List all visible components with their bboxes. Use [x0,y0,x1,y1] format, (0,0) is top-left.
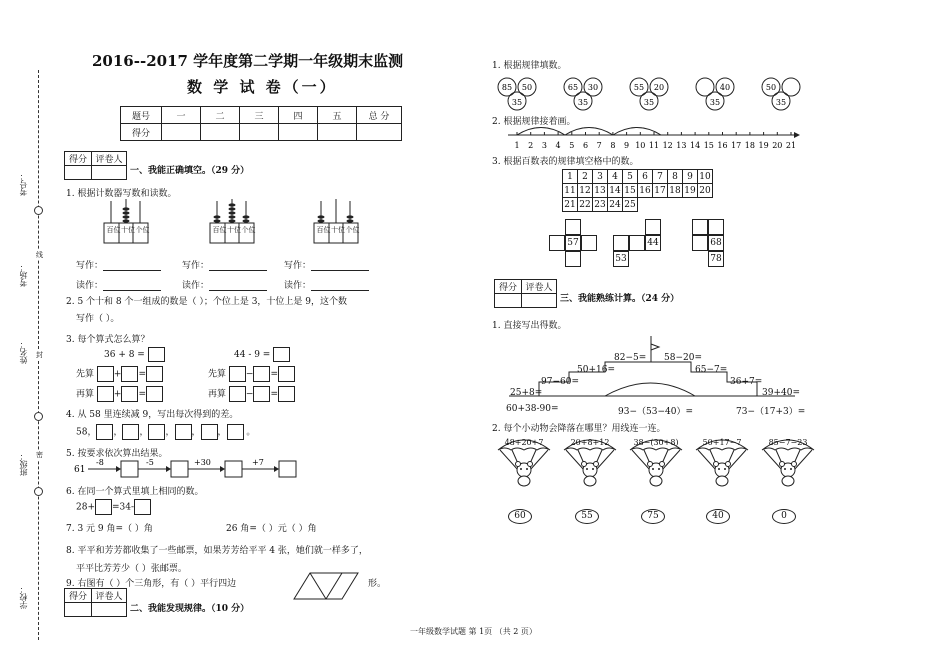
number-line-label: 13 [676,141,687,150]
margin-label-school: 学校： [19,585,28,609]
clover [564,78,602,110]
q1-3-expr-1: 36 + 8 = [104,347,165,362]
q2-3-text: 3. 根据百数表的规律填空格中的数。 [492,157,639,167]
score-table-header: 四 [279,107,318,124]
number-line-label: 7 [596,141,602,150]
abacus-3 [314,199,358,243]
place-label: 十位 [121,226,135,234]
write-label: 写作： [182,261,210,271]
margin-mark: 封 [36,351,43,359]
grader-label: 评卷人 [92,152,127,166]
score-cell[interactable] [357,124,402,141]
read-row-2 [182,278,267,291]
answer-box[interactable] [278,386,295,402]
number-line-label: 9 [624,141,630,150]
answer-box[interactable] [121,386,138,402]
target-oval[interactable]: 55 [575,509,599,524]
q1-2-text: 2. 5 个十和 8 个一组成的数是（ ）；个位上是 3，十位上是 9，这个数 [66,297,348,307]
svg-text:30: 30 [587,83,599,92]
svg-text:55: 55 [633,83,645,92]
grader-label: 得分 [495,280,522,294]
svg-text:35: 35 [775,98,787,107]
grader-label: 得分 [65,152,92,166]
binding-circle [34,206,43,215]
score-table [120,106,402,141]
q1-8-text-cont: 平平比芳芳少（ ）张邮票。 [76,564,187,574]
score-table-header: 一 [162,107,201,124]
place-label: 个位 [135,226,150,234]
parachute-expr: 48+20+7 [504,438,544,447]
q1-7b-text: 26 角=（ ）元（ ）角 [226,524,317,534]
chain-op: -8 [96,458,104,467]
q2-2-text: 2. 根据规律接着画。 [492,117,576,127]
answer-box[interactable] [97,366,114,382]
score-cell[interactable] [318,124,357,141]
q1-3-expr-2: 44 - 9 = [234,347,290,362]
margin-label-name: 姓名： [19,340,28,364]
stair-expr: 25+8= [510,388,543,398]
parachute-expr: 50+17−7 [702,438,742,447]
section-2-title: 二、我能发现规律。（10 分） [130,604,250,614]
place-label: 百位 [212,226,227,234]
answer-box[interactable] [253,366,270,382]
score-table-header: 二 [201,107,240,124]
q1-3-first-right: 先算 − = [208,366,295,382]
grader-box [64,151,127,180]
q1-6-text: 6. 在同一个算式里填上相同的数。 [66,487,204,497]
write-row-2 [182,258,267,271]
parachute-animal[interactable] [694,436,750,491]
number-line-label: 4 [555,141,561,150]
read-row-1 [76,278,161,291]
clover [696,78,734,110]
write-label: 写作： [284,261,312,271]
q3-1-text: 1. 直接写出得数。 [492,321,567,331]
score-cell[interactable] [162,124,201,141]
place-label: 个位 [345,226,360,234]
clover [498,78,536,110]
number-line-label: 5 [569,141,575,150]
write-label: 写作： [76,261,104,271]
place-label: 百位 [106,226,121,234]
write-row-1 [76,258,161,271]
grader-label: 评卷人 [92,589,127,603]
parachute-animal[interactable] [496,436,552,491]
answer-box[interactable] [95,499,112,515]
answer-box[interactable] [134,499,151,515]
grader-cell[interactable] [65,166,92,180]
q1-6-expr: 28+ =34- [76,499,151,515]
grader-label: 得分 [65,589,92,603]
number-line-label: 6 [582,141,589,150]
page-footer: 一年级数学试题 第 1页 （共 2 页） [410,627,537,636]
grader-cell[interactable] [495,294,522,308]
score-cell[interactable] [201,124,240,141]
answer-box[interactable] [278,366,295,382]
margin-label-room: 考场： [19,263,28,287]
abacus-1 [104,199,148,243]
number-line-label: 2 [528,141,534,150]
answer-box[interactable] [273,347,290,362]
triangle-figure [292,571,364,601]
number-line-label: 10 [635,141,646,150]
score-cell[interactable] [279,124,318,141]
q1-3-then-left: 再算 + = [76,386,163,402]
score-table-header: 五 [318,107,357,124]
answer-box[interactable] [225,461,242,477]
number-line-label: 16 [717,141,728,150]
svg-text:40: 40 [719,83,731,92]
stair-expr: 50+16= [577,365,615,375]
place-label: 十位 [331,226,345,234]
number-line-label: 17 [731,141,742,150]
clover [630,78,668,110]
score-cell[interactable] [240,124,279,141]
number-line-label: 1 [514,141,520,150]
bottom-expr: 93−（53−40）= [618,407,693,417]
parachute-expr: 20+8+12 [570,438,610,447]
place-label: 个位 [241,226,256,234]
abacus-2 [210,199,254,243]
clover [762,78,800,110]
answer-box[interactable] [121,366,138,382]
stair-expr: 82−5= [614,353,647,363]
target-oval[interactable]: 0 [772,509,796,524]
target-oval[interactable]: 75 [641,509,665,524]
calc-stairs [505,330,805,400]
grader-box [494,279,557,308]
number-line [504,122,804,152]
margin-mark: 密 [36,451,43,459]
score-table-header: 题号 [121,107,162,124]
hundred-chart: 1 2 3 4 5 6 7 8 9 10 11 12 13 14 15 16 17 18 19 20 21 22 23 24 25 [564,171,711,210]
grader-label: 评卷人 [522,280,557,294]
stair-expr: 39+40= [762,388,800,398]
margin-mark: 线 [36,251,43,259]
q2-1-text: 1. 根据规律填数。 [492,61,567,71]
number-line-label: 18 [744,141,755,150]
stair-expr: 36+7= [730,377,763,387]
parachute-expr: 38−(30+8) [633,438,679,447]
number-line-label: 12 [662,141,673,150]
page-subtitle: 数 学 试 卷（一） [187,78,338,96]
chain-op: +30 [194,458,211,467]
write-row-3 [284,258,369,271]
clover-row [494,72,814,112]
answer-box[interactable] [229,366,246,382]
q1-9-text-end: 形。 [368,579,387,589]
number-line-label: 8 [610,141,616,150]
number-line-label: 11 [648,141,660,150]
place-label: 百位 [316,226,331,234]
number-line-label: 15 [703,141,714,150]
answer-box[interactable] [171,461,188,477]
answer-box[interactable] [148,347,165,362]
q1-1-text: 1. 根据计数器写数和读数。 [66,189,177,199]
score-table-header: 总 分 [357,107,402,124]
q1-3-text: 3. 每个算式怎么算？ [66,335,150,345]
read-label: 读作： [182,281,210,291]
q3-2-text: 2. 每个小动物会降落在哪里？用线连一连。 [492,424,666,434]
svg-text:65: 65 [567,83,579,92]
target-oval[interactable]: 40 [706,509,730,524]
grader-cell[interactable] [92,166,127,180]
q1-4-text: 4. 从 58 里连续减 9，写出每次得到的差。 [66,410,239,420]
chain-start: 61 [74,465,86,475]
abacus-2-labels [212,226,256,234]
stair-expr: 65−7= [695,365,728,375]
q1-8-text: 8. 平平和芳芳都收集了一些邮票，如果芳芳给平平 4 张，她们就一样多了， [66,546,368,556]
parachute-expr: 85−7−23 [768,438,808,447]
stair-expr: 58−20= [664,353,702,363]
answer-box[interactable] [175,424,192,440]
write-blank[interactable] [311,262,369,271]
number-line-label: 3 [541,141,547,150]
answer-box[interactable] [253,386,270,402]
svg-text:50: 50 [521,83,533,92]
section-1-title: 一、我能正确填空。（29 分） [130,166,250,176]
svg-text:35: 35 [577,98,589,107]
svg-text:50: 50 [765,83,777,92]
chain-op: +7 [252,458,264,467]
bottom-expr: 60+38-90= [506,404,559,414]
q1-5-text: 5. 按要求依次算出结果。 [66,449,168,459]
svg-text:35: 35 [511,98,523,107]
answer-box[interactable] [279,461,296,477]
svg-text:85: 85 [501,83,513,92]
margin-label-id: 考号： [19,172,28,196]
binding-circle [34,412,43,421]
read-blank[interactable] [209,282,267,291]
number-line-label: 19 [758,141,769,150]
abacus-3-labels [316,226,360,234]
section-3-title: 三、我能熟练计算。（24 分） [560,294,680,304]
read-blank[interactable] [311,282,369,291]
parachute-animal[interactable] [562,436,618,491]
chain-op: -5 [146,458,154,467]
answer-box[interactable] [146,386,163,402]
grader-cell[interactable] [522,294,557,308]
target-oval[interactable]: 60 [508,509,532,524]
read-blank[interactable] [103,282,161,291]
number-line-label: 21 [785,141,797,150]
score-table-header: 三 [240,107,279,124]
read-label: 读作： [284,281,312,291]
read-row-3 [284,278,369,291]
binding-circle [34,487,43,496]
grader-cell[interactable] [92,603,127,617]
answer-box[interactable] [201,424,218,440]
read-label: 读作： [76,281,104,291]
parachute-animal[interactable] [628,436,684,491]
abacus-1-labels [106,226,150,234]
q1-9-text: 9. 右图有（ ）个三角形，有（ ）平行四边 [66,579,237,589]
place-label: 十位 [227,226,241,234]
q1-7a-text: 7. 3 元 9 角=（ ）角 [66,524,153,534]
answer-box[interactable] [146,366,163,382]
write-blank[interactable] [209,262,267,271]
q1-2-text-cont: 写作（ ）。 [76,314,120,324]
margin-label-class: 班级： [19,452,28,476]
score-table-label: 得分 [121,124,162,141]
number-line-label: 14 [690,141,701,150]
q1-5-chain [74,456,314,480]
grader-cell[interactable] [65,603,92,617]
q1-3-first-left: 先算 + = [76,366,163,382]
q1-3-then-right: 再算 − = [208,386,295,402]
grader-box [64,588,127,617]
parachute-animal[interactable] [760,436,816,491]
svg-text:35: 35 [643,98,655,107]
number-line-label: 20 [772,141,783,150]
bottom-expr: 73−（17+3）= [736,407,806,417]
answer-box[interactable] [97,386,114,402]
answer-box[interactable] [96,424,113,440]
write-blank[interactable] [103,262,161,271]
q1-4-answers: 58， ， ， ， ， ， 。 [76,424,255,440]
answer-box[interactable] [229,386,246,402]
abacus-group [100,196,370,248]
svg-text:20: 20 [653,83,665,92]
svg-text:35: 35 [709,98,721,107]
page-title: 2016--2017 学年度第二学期一年级期末监测 [92,52,404,70]
stair-expr: 97−60= [541,377,579,387]
answer-box[interactable] [227,424,244,440]
answer-box[interactable] [121,461,138,477]
answer-box[interactable] [148,424,165,440]
answer-box[interactable] [122,424,139,440]
